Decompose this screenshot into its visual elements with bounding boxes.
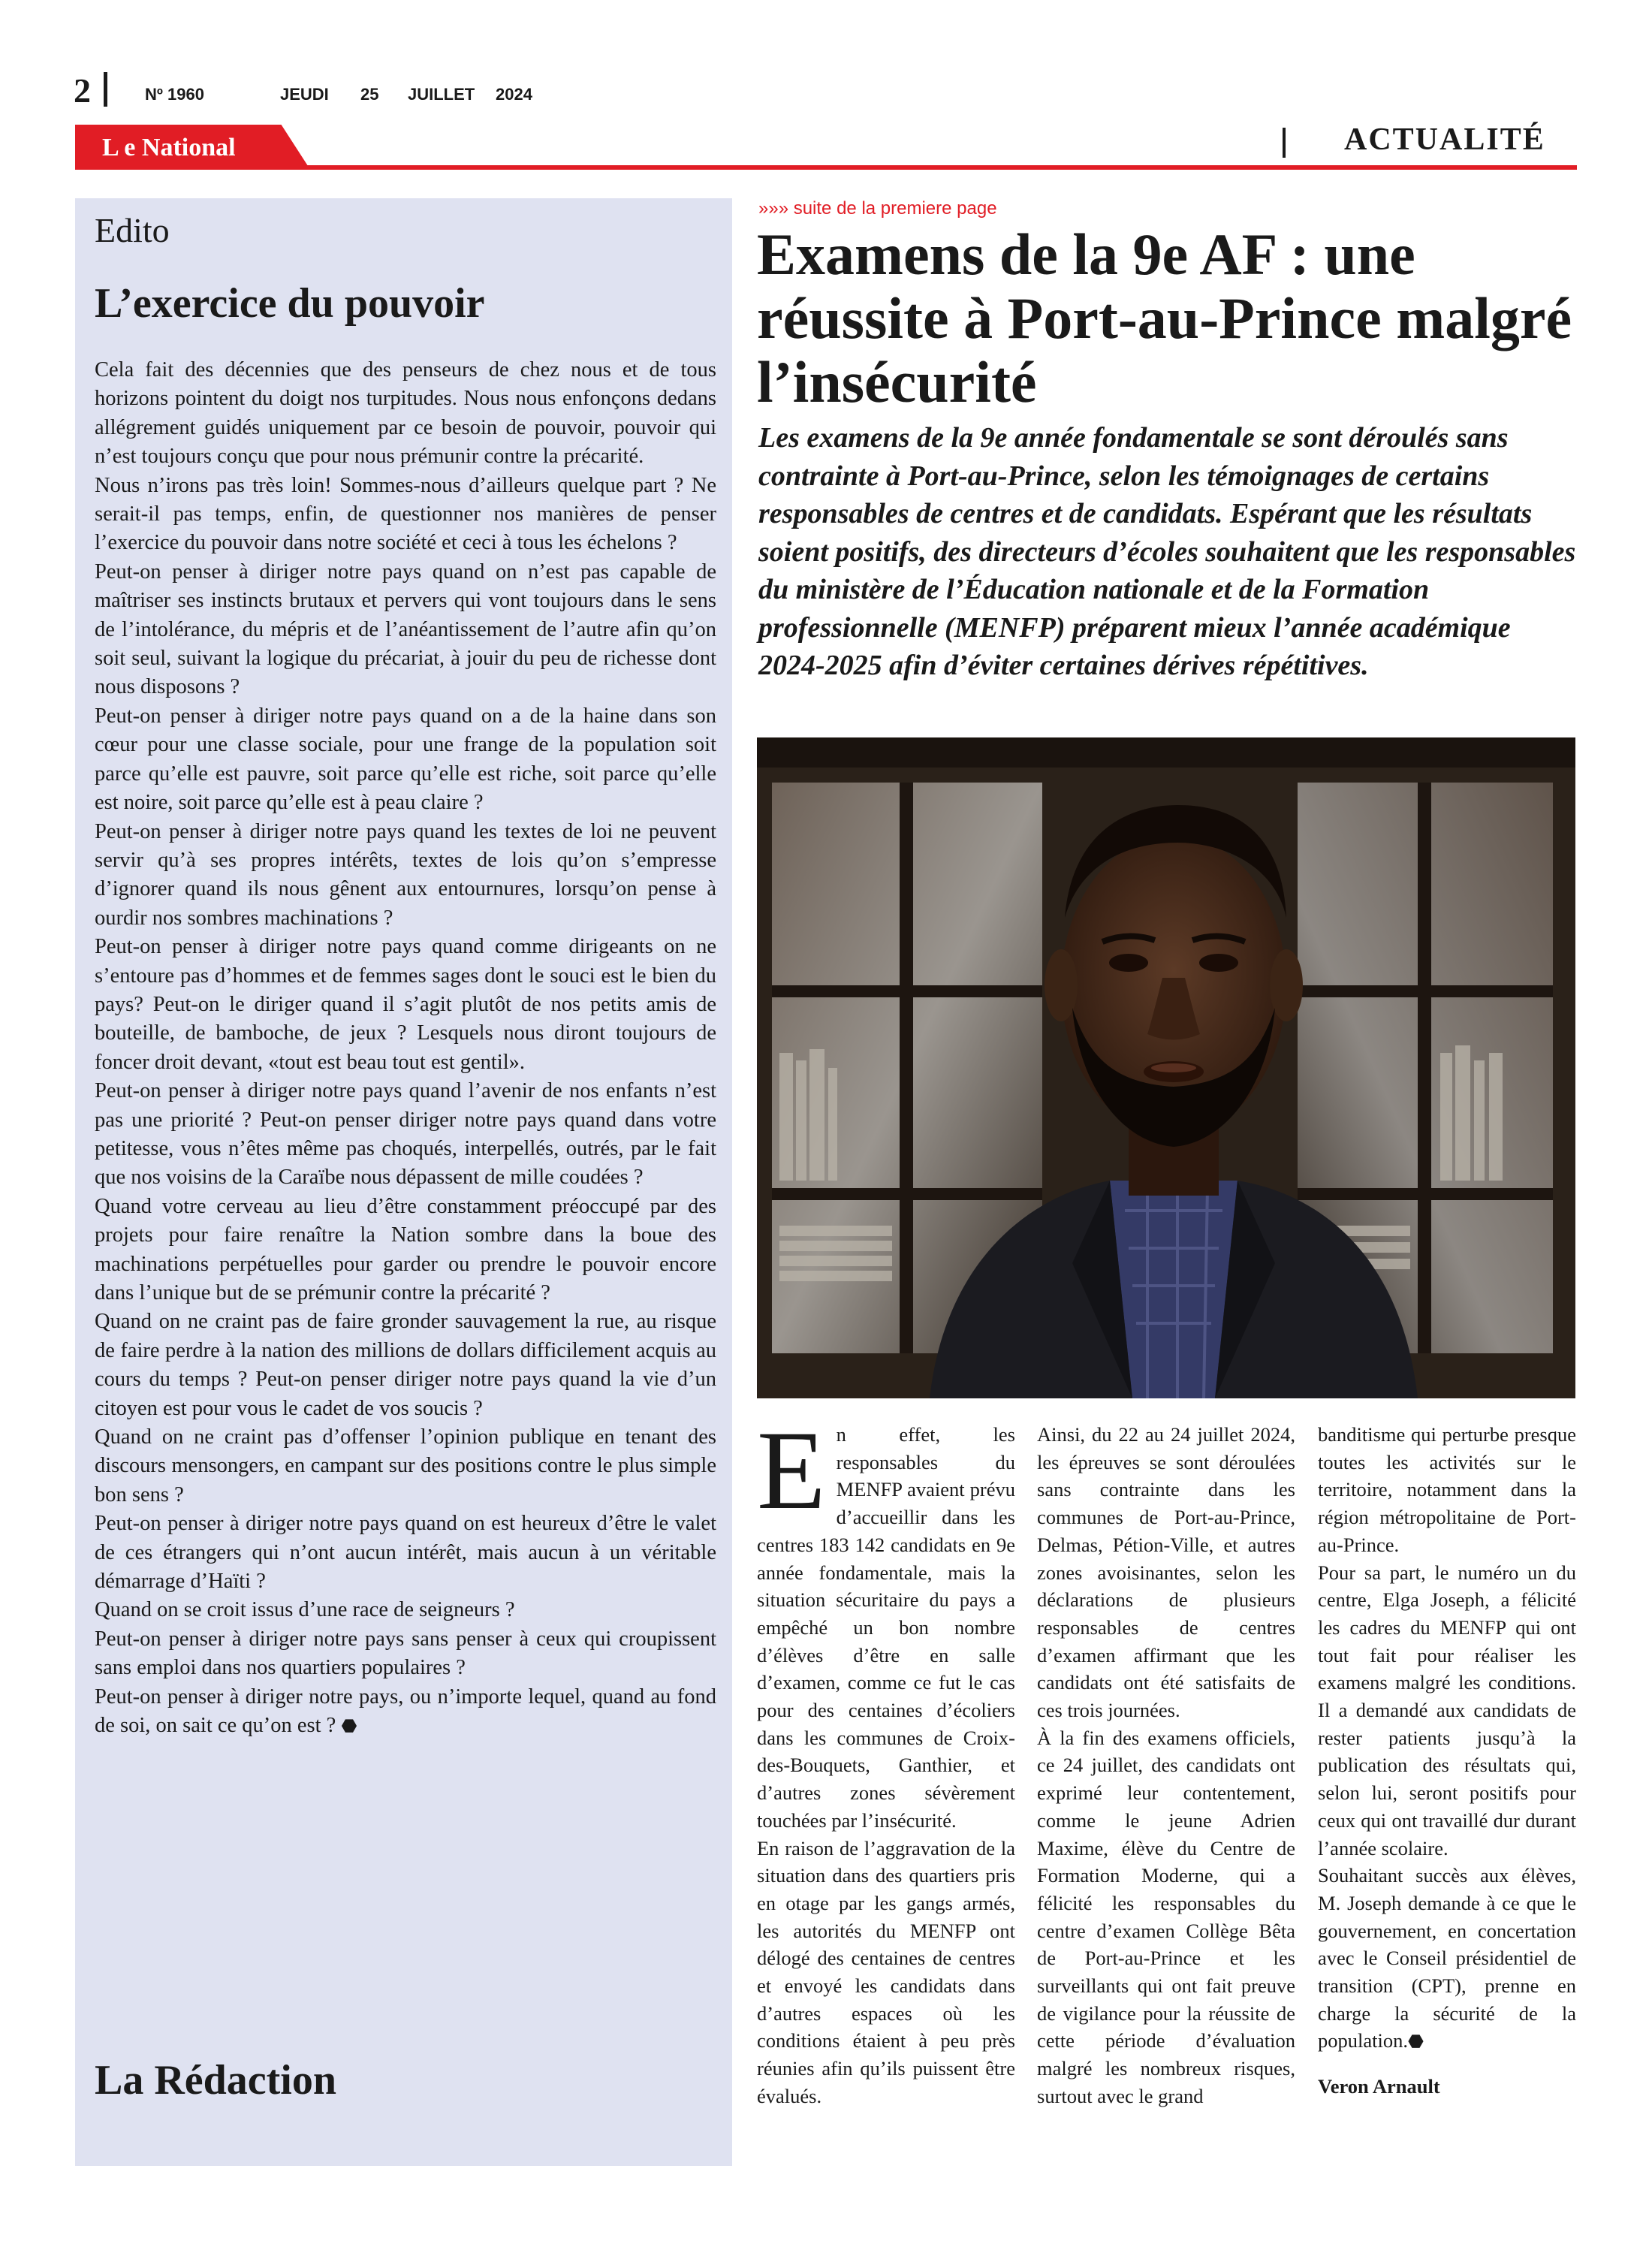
end-mark-icon: ⬣ (1407, 2032, 1424, 2052)
edito-paragraph: Peut-on penser à diriger notre pays quand les textes de loi ne peuvent servir qu’à ses propres intérêts, textes de lois qu’on s’empresse d’ignorer quand ils nous gênent aux entournures, lorsqu’on pense à ourdir nos sombres machinations ? (95, 819, 716, 930)
edito-title: L’exercice du pouvoir (95, 280, 485, 327)
edito-paragraph: Peut-on penser à diriger notre pays quand comme dirigeants on ne s’entoure pas d’hommes et de femmes sages dont le souci est le bien du pays? Peut-on le diriger quand il s’agit plutôt de nos petits amis de bouteille, de bamboche, de jeux ? Lesquels nous diront toujours de foncer droit devant, «tout est beau tout est gentil». (95, 935, 716, 1074)
edito-paragraph: Quand on ne craint pas de faire gronder sauvagement la rue, au risque de faire perdre à la nation des millions de dollars difficilement acquis au cours du temps ? Peut-on penser diriger notre pays quand la vie d’un citoyen est pour vous le cadet de vos soucis ? (95, 1310, 716, 1420)
article-paragraph-text: n effet, les responsables du MENFP avaient prévu d’accueillir dans les centres 183 142 candidats en 9e année fondamentale, mais la situation sécuritaire du pays a empêché un bon nombre d’élèves d’être en salle d’examen, comme ce fut le cas pour des centaines d’écoliers dans les communes de Croix-des-Bouquets, Ganthier, et d’autres zones sévèrement touchées par l’insécurité. (757, 1423, 1015, 1832)
continued-kicker: »»» suite de la premiere page (758, 198, 997, 219)
article-paragraph: À la fin des examens officiels, ce 24 juillet, des candidats ont exprimé leur contentement, comme le jeune Adrien Maxime, élève du Centre de Formation Moderne, qui a félicité les responsables du centre d’examen Collège Bêta de Port-au-Prince et les surveillants qui ont fait preuve de vigilance pour la réussite de cette période d’évaluation malgré les nombreux risques, surtout avec le grand (1037, 1726, 1295, 2107)
drop-cap: E (757, 1408, 826, 1533)
portrait-illustration (757, 737, 1575, 1398)
article-paragraph-last (1318, 1862, 1576, 2056)
article-paragraph (757, 1408, 1015, 1835)
edito-paragraph-last (95, 1683, 716, 1742)
edito-paragraph: Cela fait des décennies que des penseurs de chez nous et de tous horizons pointent du doigt nos turpitudes. Nous nous enfonçons dedans allégrement guidés uniquement par ce besoin de pouvoir, pouvoir qui n’est toujours conçu que pour nous prémunir contre la précarité. (95, 358, 716, 469)
issue-number: Nº 1960 (145, 85, 204, 104)
article-column-2 (1037, 1421, 1295, 2110)
section-title: ACTUALITÉ (1344, 122, 1545, 157)
edito-last-text: Peut-on penser à diriger notre pays, ou n’importe lequel, quand au fond de soi, on sait ce qu’on est ? (95, 1684, 716, 1738)
article-lead: Les examens de la 9e année fondamentale se sont déroulés sans contrainte à Port-au-Prince, selon les témoignages de certains responsables de centres et de candidats. Espérant que les résultats soient positifs, des directeurs d’écoles souhaitent que les responsables du ministère de l’Éducation nationale et de la Formation professionnelle (MENFP) préparent mieux l’année académique 2024-2025 afin d’éviter certaines dérives répétitives. (758, 422, 1576, 681)
issue-day: JEUDI (280, 85, 329, 104)
article-column-1 (757, 1408, 1015, 2110)
edito-paragraph: Peut-on penser à diriger notre pays sans penser à ceux qui croupissent sans emploi dans nos quartiers populaires ? (95, 1627, 716, 1680)
edito-paragraph: Peut-on penser à diriger notre pays quand on n’est pas capable de maîtriser ses instincts brutaux et pervers qui vont toujours dans le sens de l’intolérance, du mépris et de l’anéantissement de l’autre afin qu’on soit seul, suivant la logique du précariat, à jouir du peu de richesse dont nous disposons ? (95, 559, 716, 699)
edito-body (95, 356, 716, 1742)
article-paragraph: En raison de l’aggravation de la situation dans des quartiers pris en otage par les gangs armés, les autorités du MENFP ont délogé des centaines de centres et envoyé les candidats dans d’autres espaces où les conditions étaient à peu près réunies afin qu’ils puissent être évalués. (757, 1836, 1015, 2107)
article-column-3 (1318, 1421, 1576, 2101)
article-paragraph: banditisme qui perturbe presque toutes les activités sur le territoire, notamment dans la région métropolitaine de Port-au-Prince. (1318, 1423, 1576, 1556)
end-mark-icon: ⬣ (341, 1717, 357, 1737)
article-headline: Examens de la 9e AF : une réussite à Port-au-Prince malgré l’insécurité (757, 222, 1572, 415)
article-byline: Veron Arnault (1318, 2075, 1440, 2098)
issue-month: JUILLET (408, 85, 475, 104)
issue-year: 2024 (496, 85, 532, 104)
page-number-divider (104, 72, 107, 107)
edito-kicker: Edito (95, 211, 170, 249)
issue-date: 25 (360, 85, 379, 104)
edito-paragraph: Peut-on penser à diriger notre pays quand l’avenir de nos enfants n’est pas une priorité ? Peut-on penser diriger notre pays quand dans votre petitesse, vous n’êtes même pas choqués, interpellés, outrés, par le fait que nos voisins de la Caraïbe nous dépassent de mille coudées ? (95, 1079, 716, 1190)
edito-paragraph: Quand votre cerveau au lieu d’être constamment préoccupé par des projets pour faire renaître la Nation sombre dans la boue des machinations perpétuelles pour garder ou prendre le pouvoir encore dans l’unique but de se prémunir contre la précarité ? (95, 1194, 716, 1304)
edito-paragraph: Quand on se croit issus d’une race de seigneurs ? (95, 1598, 515, 1622)
page-number: 2 (74, 71, 91, 110)
edito-paragraph: Nous n’irons pas très loin! Sommes-nous d’ailleurs quelque part ? Ne serait-il pas temps, enfin, de questionner nos manières de penser l’exercice du pouvoir dans notre société et ceci à tous les échelons ? (95, 473, 716, 555)
edito-signature: La Rédaction (95, 2057, 336, 2104)
edito-paragraph: Peut-on penser à diriger notre pays quand on a de la haine dans son cœur pour une classe sociale, pour une frange de la population soit parce qu’elle est pauvre, soit parce qu’elle est riche, soit parce qu’elle est noire, soit parce qu’elle est à peau claire ? (95, 704, 716, 815)
article-last-text: Souhaitant succès aux élèves, M. Joseph demande à ce que le gouvernement, en concertation avec le Conseil présidentiel de transition (CPT), prenne en charge la sécurité de la population. (1318, 1864, 1576, 2052)
edito-paragraph: Peut-on penser à diriger notre pays quand on est heureux d’être le valet de ces étrangers qui n’ont aucun intérêt, mais aucun à un véritable démarrage d’Haïti ? (95, 1512, 716, 1594)
section-divider (1283, 128, 1286, 158)
brand-name: L e National (102, 134, 236, 161)
article-photo (757, 737, 1575, 1398)
article-paragraph: Pour sa part, le numéro un du centre, Elga Joseph, a félicité les cadres du MENFP qui ont tout fait pour réaliser les examens malgré les conditions. Il a demandé aux candidats de rester patients jusqu’à la publication des résultats qui, selon lui, seront positifs pour ceux qui ont travaillé dur durant l’année scolaire. (1318, 1561, 1576, 1859)
edito-paragraph: Quand on ne craint pas d’offenser l’opinion publique en tenant des discours mensongers, en campant sur des positions contre le plus simple bon sens ? (95, 1425, 716, 1507)
article-paragraph: Ainsi, du 22 au 24 juillet 2024, les épreuves se sont déroulées sans contrainte dans les communes de Port-au-Prince, Delmas, Pétion-Ville, et autres zones avoisinantes, selon les déclarations de plusieurs responsables de centres d’examen affirmant que les candidats ont été satisfaits de ces trois journées. (1037, 1423, 1295, 1722)
